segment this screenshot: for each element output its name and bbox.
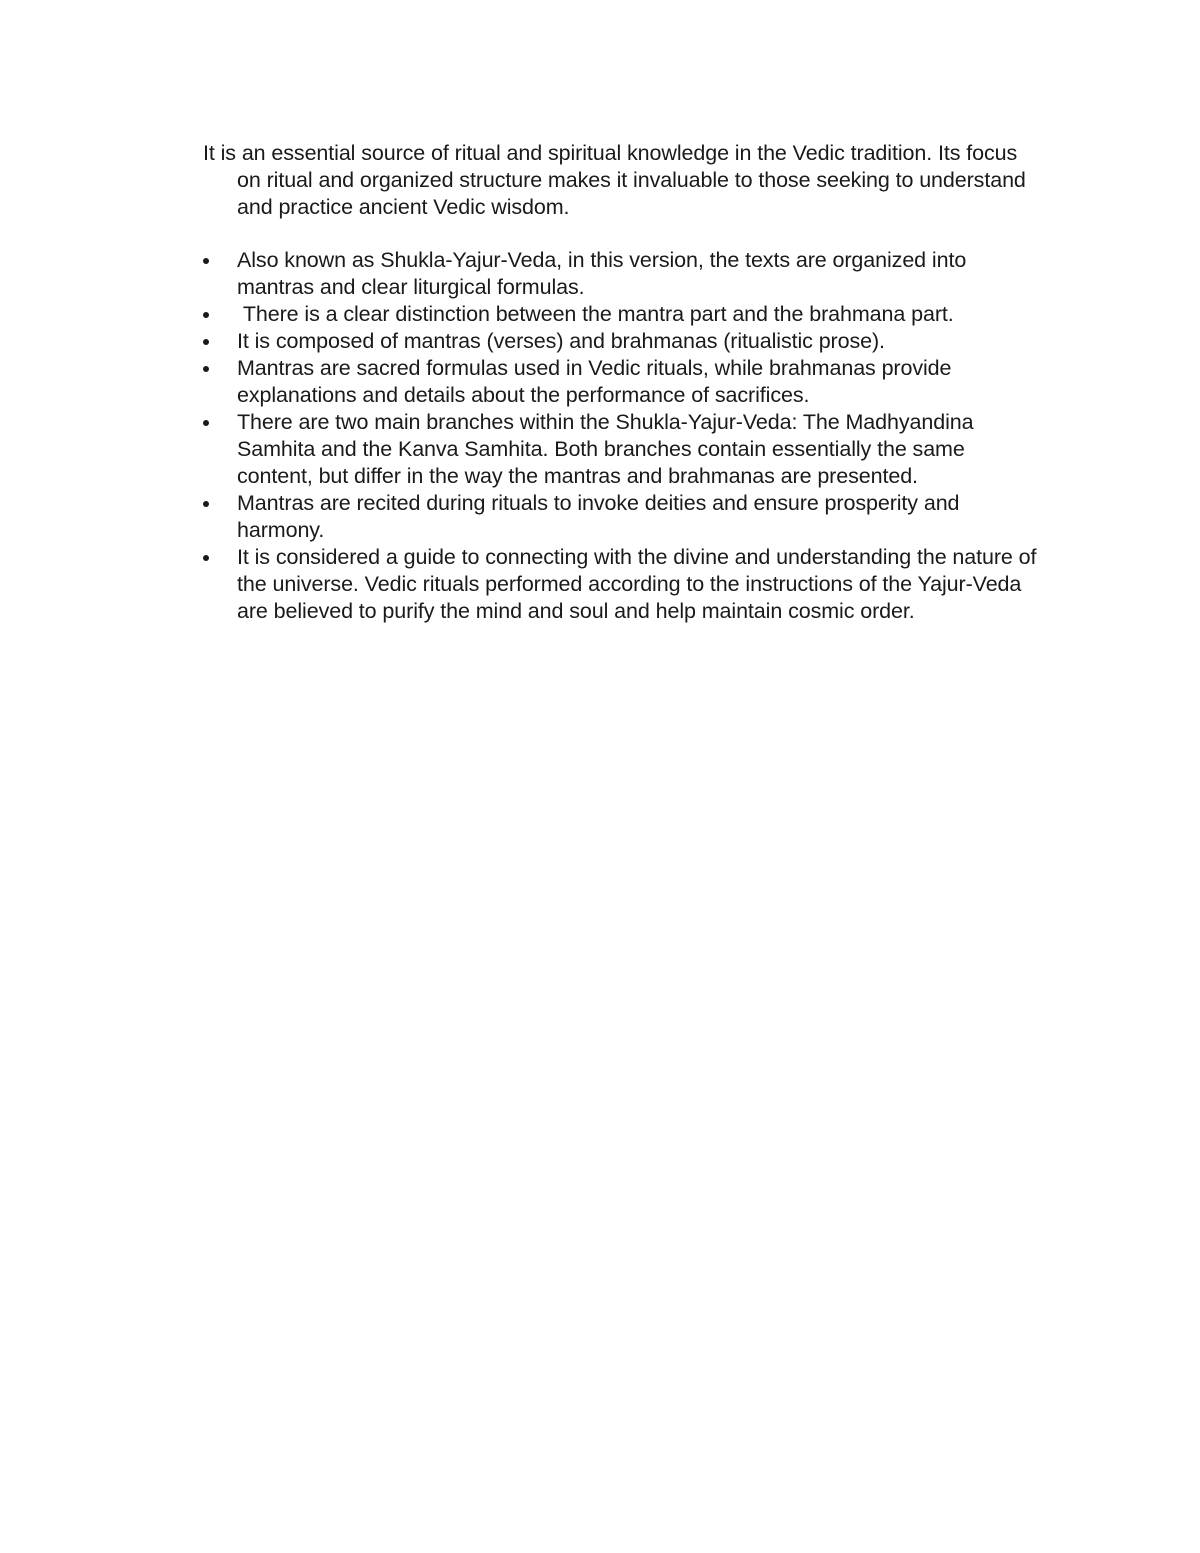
- list-item: [203, 355, 1043, 409]
- bullet-icon: [203, 258, 209, 264]
- list-item: [203, 301, 1043, 328]
- bullet-list: [203, 247, 1043, 625]
- bullet-icon: [203, 501, 209, 507]
- bullet-icon: [203, 420, 209, 426]
- list-item-text: There is a clear distinction between the mantra part and the brahmana part.: [237, 302, 954, 326]
- list-item: [203, 490, 1043, 544]
- list-item: [203, 247, 1043, 301]
- list-item: [203, 409, 1043, 490]
- bullet-icon: [203, 312, 209, 318]
- list-item-text: There are two main branches within the Shukla-Yajur-Veda: The Madhyandina Samhita and the Kanva Samhita. Both branches contain essentially the same content, but differ in the way the mantras and brahmanas are presented.: [237, 410, 974, 488]
- list-item-text: Mantras are recited during rituals to invoke deities and ensure prosperity and harmony.: [237, 491, 960, 542]
- list-item: [203, 328, 1043, 355]
- list-item-text: Also known as Shukla-Yajur-Veda, in this version, the texts are organized into mantras and clear liturgical formulas.: [237, 248, 967, 299]
- document-body: [203, 140, 1043, 625]
- bullet-icon: [203, 339, 209, 345]
- list-item-text: It is considered a guide to connecting with the divine and understanding the nature of the universe. Vedic rituals performed according to the instructions of the Yajur-Veda are believed to purify the mind and soul and help maintain cosmic order.: [237, 545, 1037, 623]
- list-item: [203, 544, 1043, 625]
- intro-paragraph: It is an essential source of ritual and spiritual knowledge in the Vedic tradition. Its focus on ritual and organized structure makes it invaluable to those seeking to understand and practice ancient Vedic wisdom.: [203, 141, 1026, 219]
- bullet-icon: [203, 555, 209, 561]
- list-item-text: It is composed of mantras (verses) and brahmanas (ritualistic prose).: [237, 329, 885, 353]
- list-item-text: Mantras are sacred formulas used in Vedic rituals, while brahmanas provide explanations and details about the performance of sacrifices.: [237, 356, 952, 407]
- bullet-icon: [203, 366, 209, 372]
